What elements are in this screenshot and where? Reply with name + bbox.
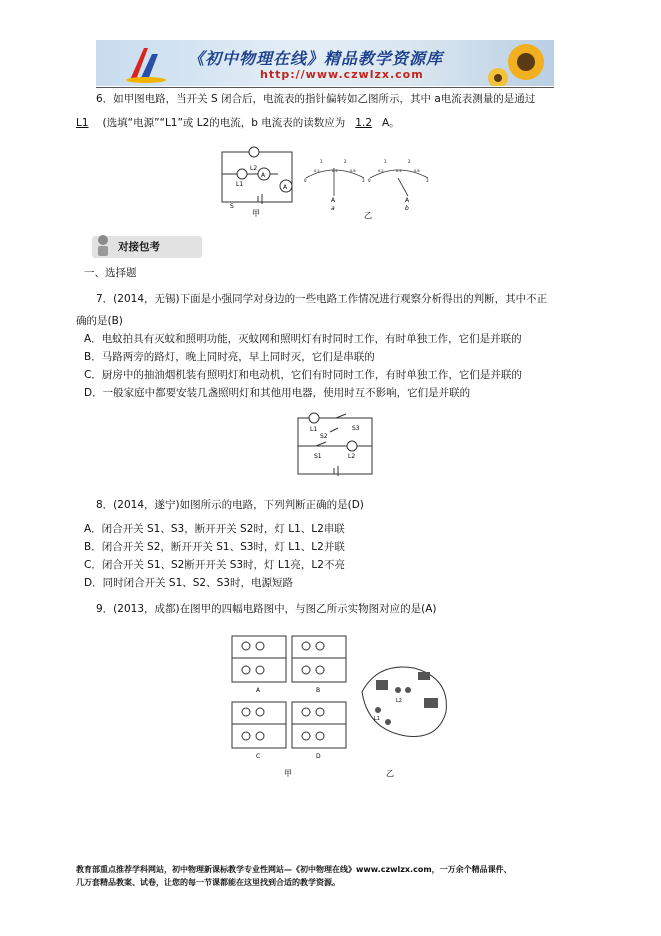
q6-meter-b-tick-0: 0: [368, 178, 371, 183]
q7-stem-line1: 7．(2014，无锡)下面是小强同学对身边的一些电路工作情况进行观察分析得出的判断，其中不正: [96, 293, 548, 305]
q8-fig-l1: L1: [310, 426, 318, 433]
q7-option-b: B．马路两旁的路灯，晚上同时亮，早上同时灭，它们是串联的: [84, 351, 375, 363]
footer-line2: 几万套精品教案、试卷，让您的每一节课都能在这里找到合适的教学资源。: [76, 878, 340, 887]
q6-meter-yi-figure: [300, 148, 430, 220]
q6-meter-a-small-2: 0.4: [332, 169, 338, 173]
q9-label-jia: 甲: [284, 769, 292, 778]
q6-line2-text: (选填“电源”“L1”或 L2的电流，b 电流表的读数应为: [102, 117, 346, 129]
q9-label-c: C: [256, 753, 261, 760]
q7-option-a: A．电蚊拍具有灭蚊和照明功能，灭蚊网和照明灯有时同时工作，有时单独工作，它们是并联的: [84, 333, 522, 345]
q7-option-c: C．厨房中的抽油烟机装有照明灯和电动机，它们有时同时工作，有时单独工作，它们是并联的: [84, 369, 522, 381]
q6-fig-ammeter-b: A: [283, 184, 288, 191]
q6-meter-a-small-1: 0.2: [314, 169, 320, 173]
q8-option-b: B．闭合开关 S2，断开开关 S1、S3时，灯 L1、L2并联: [84, 541, 345, 553]
q6-meter-b-tick-1: 1: [384, 159, 387, 164]
q6-circuit-jia-figure: [218, 146, 302, 218]
q8-fig-l2: L2: [348, 453, 356, 460]
q6-fig-jia: 甲: [252, 209, 260, 218]
q6-meter-a-tick-3: 3: [362, 178, 365, 183]
q8-option-c: C．闭合开关 S1、S2断开开关 S3时，灯 L1亮，L2不亮: [84, 559, 345, 571]
q6-line2: [76, 116, 400, 130]
q6-unit: A。: [382, 117, 400, 129]
student-icon: [94, 234, 112, 258]
q8-option-d: D．同时闭合开关 S1、S2、S3时，电源短路: [84, 577, 293, 589]
q8-option-a: A．闭合开关 S1、S3，断开开关 S2时，灯 L1、L2串联: [84, 523, 345, 535]
q6-meter-b-tick-3: 3: [426, 178, 429, 183]
q9-label-b: B: [316, 687, 321, 694]
banner-url: http://www.czwlzx.com: [260, 68, 424, 81]
q6-meter-a-name: a: [331, 205, 335, 212]
header-banner: [96, 40, 554, 86]
q8-circuit-figure: [292, 410, 378, 482]
q6-fig-yi: 乙: [364, 211, 372, 220]
section-heading: 一、选择题: [84, 267, 137, 279]
section-badge-label: 对接包考: [118, 241, 160, 253]
q6-meter-b-name: b: [405, 205, 409, 212]
q6-fig-l1: L1: [236, 181, 244, 188]
q6-meter-a-tick-1: 1: [320, 159, 323, 164]
q6-line1: 6．如甲图电路，当开关 S 闭合后，电流表的指针偏转如乙图所示，其中 a电流表测量的是通过: [96, 93, 536, 105]
footer-line1: 教育部重点推荐学科网站，初中物理新课标教学专业性网站—《初中物理在线》www.czwlzx.com，一万余个精品课件、: [76, 865, 512, 874]
q6-meter-a-small-3: 0.6: [350, 169, 356, 173]
q6-meter-b-label: A: [405, 197, 410, 204]
q8-fig-s1: S1: [314, 453, 322, 460]
q6-meter-b-tick-2: 2: [408, 159, 411, 164]
sunflower-icon: [484, 40, 554, 86]
q9-label-yi: 乙: [386, 769, 394, 778]
q6-meter-a-tick-2: 2: [344, 159, 347, 164]
q9-figure: [228, 632, 460, 780]
q7-option-d: D．一般家庭中都要安装几盏照明灯和其他用电器，使用时互不影响，它们是并联的: [84, 387, 471, 399]
q6-fig-ammeter-a: A: [261, 172, 266, 179]
q8-stem: 8．(2014，遂宁)如图所示的电路，下列判断正确的是(D): [96, 499, 364, 511]
q9-label-l2: L2: [396, 698, 402, 704]
q6-answer-2: 1.2: [355, 117, 372, 129]
q9-label-l1: L1: [374, 716, 380, 722]
q6-meter-b-small-1: 0.2: [378, 169, 384, 173]
q7-stem-line2: 确的是(B): [76, 315, 123, 327]
q6-meter-a-label: A: [331, 197, 336, 204]
header-rule: [96, 87, 554, 88]
q6-fig-switch: S: [230, 203, 234, 210]
q8-fig-s2: S2: [320, 433, 328, 440]
q9-stem: 9．(2013，成都)在图甲的四幅电路图中，与图乙所示实物图对应的是(A): [96, 603, 437, 615]
q6-fig-l2: L2: [250, 165, 258, 172]
site-logo-icon: [124, 44, 168, 84]
section-badge: [92, 236, 202, 258]
q6-meter-a-tick-0: 0: [304, 178, 307, 183]
q6-meter-b-small-2: 0.4: [396, 169, 402, 173]
q9-label-d: D: [316, 753, 321, 760]
q6-answer-1: L1: [76, 117, 89, 129]
q6-meter-b-small-3: 0.6: [414, 169, 420, 173]
banner-title: 《初中物理在线》精品教学资源库: [188, 49, 444, 68]
q9-label-a: A: [256, 687, 261, 694]
q8-fig-s3: S3: [352, 425, 360, 432]
